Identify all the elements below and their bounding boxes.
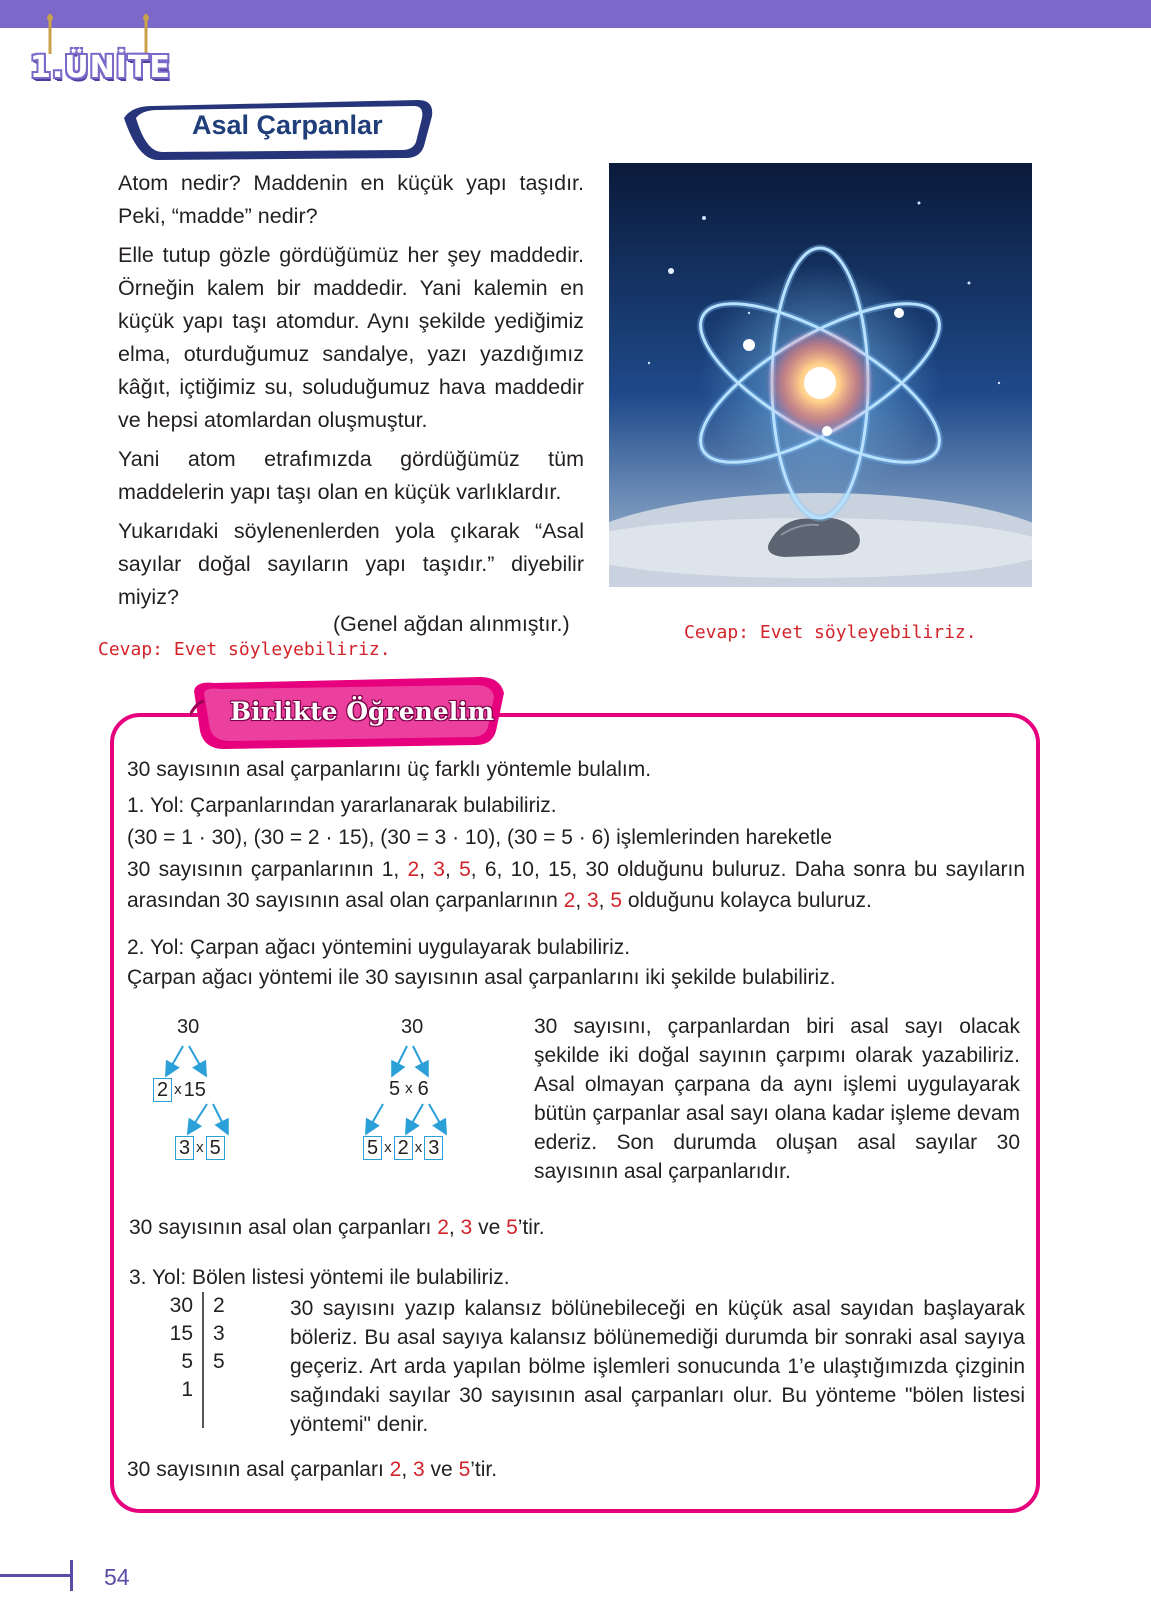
intro-text [118,167,584,620]
answer-right: Cevap: Evet söyleyebiliriz. [684,622,977,643]
page-number: 54 [104,1564,130,1590]
tree2-level2: 5 x 2 x 3 [363,1136,443,1160]
page-rule [0,1574,72,1577]
way2-subtitle: Çarpan ağacı yöntemi ile 30 sayısının asal çarpanlarını iki şekilde bulabiliriz. [127,966,836,989]
answer-left: Cevap: Evet söyleyebiliriz. [98,639,391,660]
way2-description: 30 sayısını, çarpanlardan biri asal sayı olacak şekilde iki doğal sayının çarpımı olarak yazabiliriz. Asal olmayan çarpana da aynı işlemi uygulayarak bütün çarpanlar asal sayı olana kadar işleme devam ederiz. Son durumda oluşan asal sayılar 30 sayısının asal çarpanlarıdır. [534,1015,1020,1183]
learn-intro: 30 sayısının asal çarpanlarını üç farklı yöntemle bulalım. [127,758,652,781]
unit-label: 1.ÜNİTE [30,50,171,85]
intro-paragraph: Elle tutup gözle gördüğümüz her şey maddedir. Örneğin kalem bir maddedir. Yani kalemin en küçük yapı taşı atomdur. Aynı şekilde yediğimiz elma, oturduğumuz sandalye, yazı yazdığımız kâğıt, içtiğimiz su, soluduğumuz hava maddedir ve hepsi atomlardan oluşmuştur. [118,243,584,432]
tree1-level2: 3 x 5 [175,1136,225,1160]
divisor: 5 [213,1350,225,1373]
unit-badge [28,14,171,94]
way2-result: 30 sayısının asal olan çarpanları 2, 3 ve 5’tir. [129,1216,545,1239]
tree2-level1: 5 x 6 [389,1078,429,1100]
top-bar [0,0,1151,28]
dividend: 5 [181,1350,193,1373]
way2-title: 2. Yol: Çarpan ağacı yöntemini uygulayarak bulabiliriz. [127,936,631,959]
factor-highlight: 2 [407,858,420,881]
intro-paragraph: Yani atom etrafımızda gördüğümüz tüm maddelerin yapı taşı olan en küçük varlıklardır. [118,447,584,504]
learn-title: Birlikte Öğrenelim [230,697,495,726]
dividend: 30 [169,1294,193,1317]
tree1-root: 30 [177,1016,200,1038]
division-list [163,1292,243,1432]
section-title: Asal Çarpanlar [192,110,383,140]
factor-highlight: 5 [459,858,471,881]
intro-paragraph: Yukarıdaki söylenenlerden yola çıkarak “Asal sayılar doğal sayıların yapı taşıdır.” diyebilir miyiz? [118,519,584,609]
way3-description: 30 sayısını yazıp kalansız bölünebileceği en küçük asal sayıdan başlayarak böleriz. Bu asal sayıya kalansız bölünemediği durumda bir sonraki asal sayıya geçeriz. Art arda yapılan bölme işlemleri sonucunda 1’e ulaştığımızda çizginin sağındaki sayılar 30 sayısının asal çarpanları olur. Bu yönteme "bölen listesi yöntemi" denir. [290,1297,1025,1436]
way3-result: 30 sayısının asal çarpanları 2, 3 ve 5’tir. [127,1458,498,1481]
page-rule-tick [70,1560,73,1591]
division-line [202,1292,204,1428]
factor-highlight: 5 [610,889,623,912]
tree2-root: 30 [401,1016,424,1038]
dividend: 15 [169,1322,193,1345]
divisor: 2 [213,1294,225,1317]
way1-operations: (30 = 1 · 30), (30 = 2 · 15), (30 = 3 · 10), (30 = 5 · 6) işlemlerinden hareketle [127,826,833,849]
tree1-level1: 2 x 15 [153,1078,206,1102]
divisor: 3 [213,1322,225,1345]
dividend: 1 [181,1378,193,1401]
source-note: (Genel ağdan alınmıştır.) [333,612,570,636]
factor-trees [145,1012,485,1202]
atom-photo [609,163,1032,587]
factor-highlight: 3 [433,858,445,881]
intro-paragraph: Atom nedir? Maddenin en küçük yapı taşıdır. Peki, “madde” nedir? [118,171,584,228]
way3-title: 3. Yol: Bölen listesi yöntemi ile bulabiliriz. [129,1266,510,1289]
factor-highlight: 3 [586,889,599,912]
way1-explanation: 30 sayısının çarpanlarının 1, 2, 3, 5, 6, 10, 15, 30 olduğunu buluruz. Daha sonra bu sayıların arasından 30 sayısının asal olan çarpanlarının 2, 3, 5 olduğunu kolayca buluruz. [127,858,1025,912]
factor-highlight: 2 [563,889,576,912]
way1-title: 1. Yol: Çarpanlarından yararlanarak bulabiliriz. [127,794,557,817]
